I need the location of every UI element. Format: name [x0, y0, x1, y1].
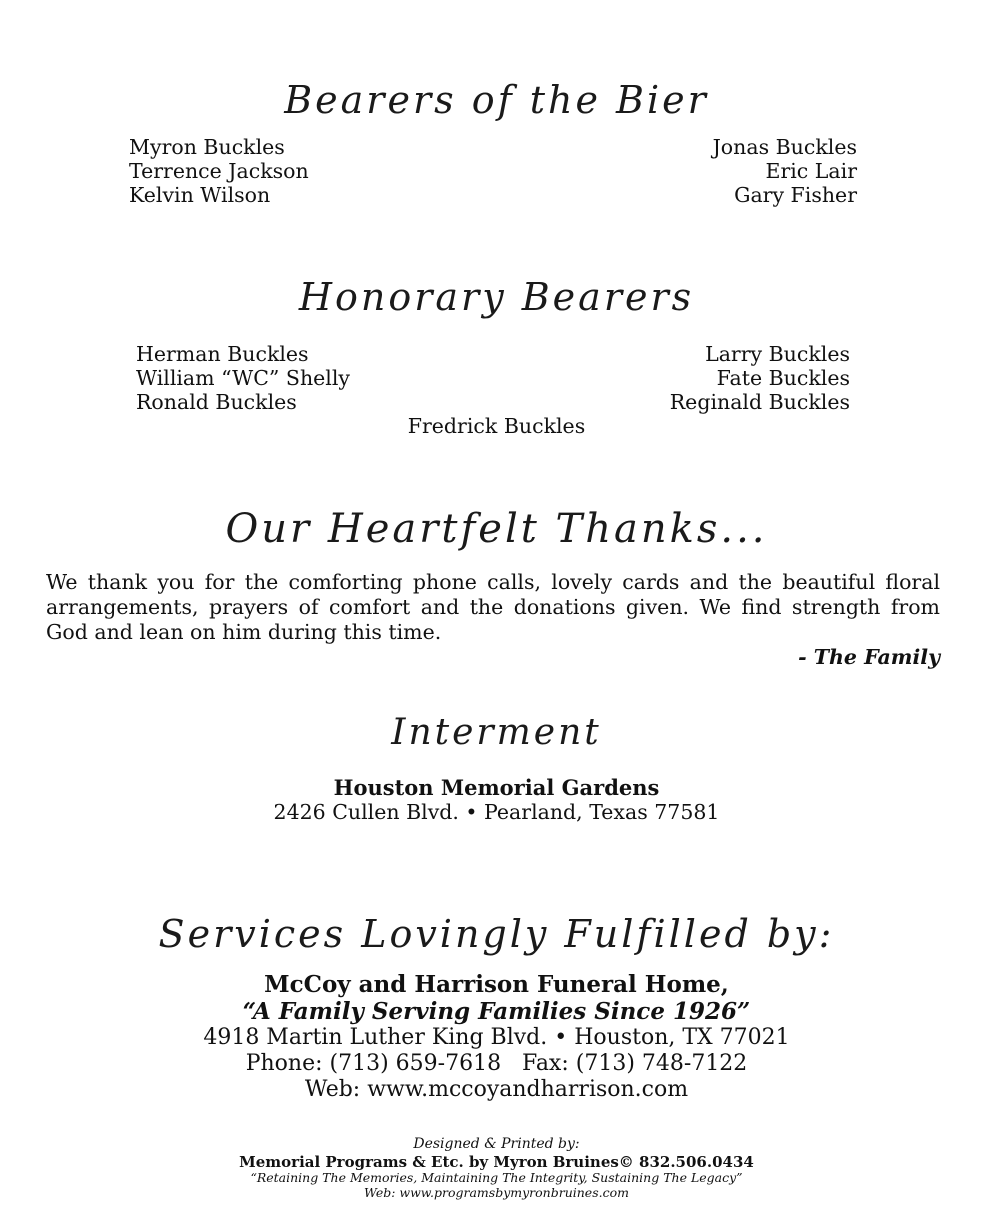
- credits-designed-by: Designed & Printed by:: [413, 1136, 580, 1152]
- funeral-home-name: McCoy and Harrison Funeral Home,: [264, 971, 729, 998]
- thanks-paragraph: We thank you for the comforting phone calls, lovely cards and the beautiful floral arrangements, prayers of comfort and the donations given. We find strength from God and lean on him during this time.: [46, 570, 940, 644]
- honorary-left-list: [136, 342, 350, 414]
- credits-company: Memorial Programs & Etc. by Myron Bruines© 832.506.0434: [239, 1153, 754, 1171]
- interment-address: 2426 Cullen Blvd. • Pearland, Texas 77581: [273, 800, 720, 824]
- funeral-home-phone: Phone: (713) 659-7618 Fax: (713) 748-7122: [245, 1051, 748, 1076]
- services-heading: Services Lovingly Fulfilled by:: [158, 912, 835, 956]
- bearer-name: Eric Lair: [765, 159, 857, 183]
- honorary-right-list: [670, 342, 850, 414]
- interment-heading: Interment: [391, 712, 602, 753]
- honorary-bearer-name: Larry Buckles: [705, 342, 850, 366]
- bearers-left-list: [129, 135, 309, 207]
- funeral-home-slogan: “A Family Serving Families Since 1926”: [242, 998, 751, 1025]
- honorary-heading: Honorary Bearers: [298, 275, 695, 319]
- honorary-bearer-name: Fate Buckles: [716, 366, 850, 390]
- honorary-center-name: Fredrick Buckles: [407, 414, 586, 438]
- honorary-bearer-name: Herman Buckles: [136, 342, 309, 366]
- funeral-home-address: 4918 Martin Luther King Blvd. • Houston, TX 77021: [203, 1025, 790, 1050]
- honorary-bearer-name: Reginald Buckles: [669, 390, 850, 414]
- bearers-right-list: [713, 135, 857, 207]
- bearer-name: Gary Fisher: [734, 183, 857, 207]
- bearer-name: Myron Buckles: [129, 135, 285, 159]
- bearer-name: Kelvin Wilson: [129, 183, 271, 207]
- bearer-name: Jonas Buckles: [712, 135, 857, 159]
- credits-slogan: “Retaining The Memories, Maintaining The Integrity, Sustaining The Legacy”: [250, 1170, 743, 1185]
- credits-web: Web: www.programsbymyronbruines.com: [364, 1185, 629, 1200]
- funeral-home-web: Web: www.mccoyandharrison.com: [304, 1077, 689, 1102]
- thanks-signature: - The Family: [798, 645, 940, 669]
- bearer-name: Terrence Jackson: [129, 159, 309, 183]
- thanks-heading: Our Heartfelt Thanks...: [225, 506, 768, 552]
- bearers-heading: Bearers of the Bier: [284, 78, 709, 122]
- honorary-bearer-name: Ronald Buckles: [136, 390, 297, 414]
- honorary-bearer-name: William “WC” Shelly: [136, 366, 350, 390]
- interment-place: Houston Memorial Gardens: [333, 775, 660, 800]
